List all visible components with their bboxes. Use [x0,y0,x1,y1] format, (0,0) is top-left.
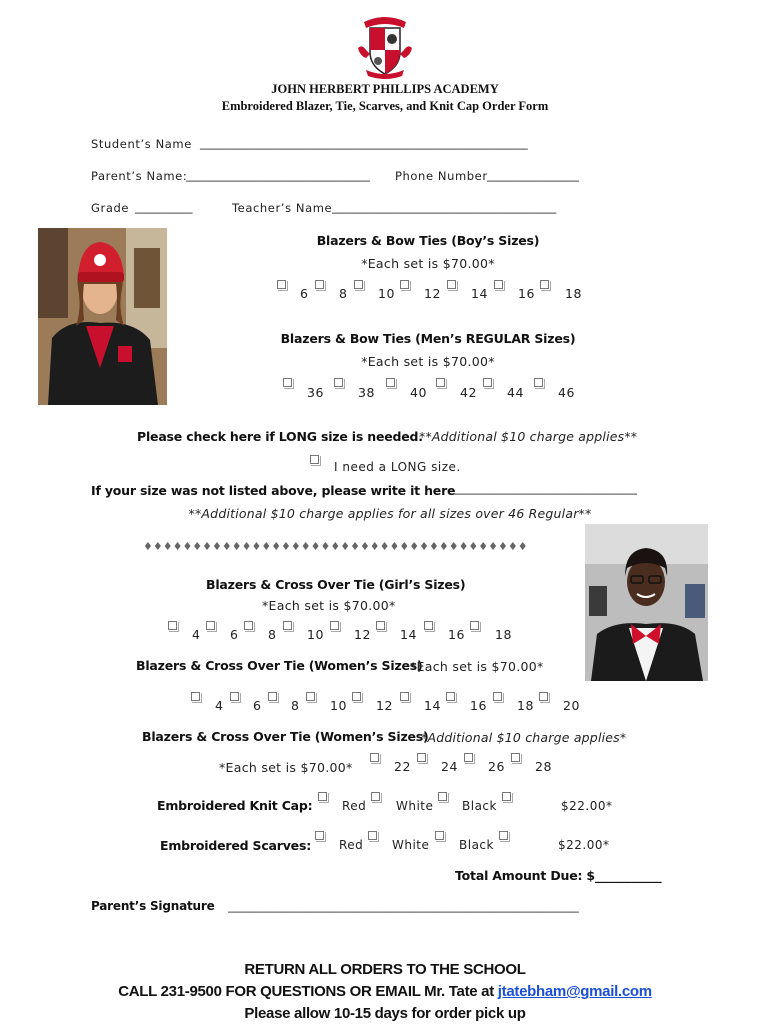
parent-name-field[interactable]: ________________________________ [186,168,370,182]
school-crest-logo [352,14,418,80]
women-plus-charge: *Additional $10 charge applies* [421,730,627,745]
checkbox-girls-10[interactable] [283,621,292,630]
checkbox-men-38[interactable] [334,378,343,387]
checkbox-boys-16[interactable] [494,280,503,289]
checkbox-women-4[interactable] [191,692,200,701]
boys-size-label: 8 [339,286,348,301]
checkbox-scarves-black[interactable] [435,831,444,840]
student-photo-boy-sizes [38,228,167,405]
signature-field[interactable]: _____________________________________________________________ [228,899,579,913]
scarves-option-label: White [392,838,430,852]
student-photo-girl-sizes [585,524,708,681]
boys-price: *Each set is $70.00* [361,256,495,271]
women-plus-size-label: 22 [394,759,411,774]
footer-pickup-note: Please allow 10-15 days for order pick up [244,1005,526,1022]
long-size-title: Please check here if LONG size is needed. [137,429,423,444]
knit-cap-price: $22.00* [561,799,613,813]
men-size-label: 36 [307,385,324,400]
men-size-label: 44 [507,385,524,400]
phone-label: Phone Number [395,169,488,183]
grade-field[interactable]: __________ [135,200,193,214]
phone-field[interactable]: ________________ [487,168,579,182]
checkbox-scarves-red[interactable] [315,831,324,840]
women-plus-size-label: 24 [441,759,458,774]
checkbox-long-size[interactable] [310,455,319,464]
checkbox-girls-12[interactable] [330,621,339,630]
checkbox-women-10[interactable] [306,692,315,701]
footer-contact-text: CALL 231-9500 FOR QUESTIONS OR EMAIL Mr. Tate at [118,983,498,1000]
boys-size-label: 10 [378,286,395,301]
women-price: *Each set is $70.00* [410,659,544,674]
women-size-label: 18 [517,698,534,713]
checkbox-women-24[interactable] [417,753,426,762]
checkbox-men-46[interactable] [534,378,543,387]
teacher-field[interactable]: _______________________________________ [332,200,557,214]
men-size-label: 42 [460,385,477,400]
girls-section-title: Blazers & Cross Over Tie (Girl’s Sizes) [206,577,466,592]
checkbox-boys-6[interactable] [277,280,286,289]
checkbox-boys-8[interactable] [315,280,324,289]
checkbox-women-20[interactable] [539,692,548,701]
women-plus-price: *Each set is $70.00* [219,760,353,775]
checkbox-boys-10[interactable] [354,280,363,289]
checkbox-scarves-extra[interactable] [499,831,508,840]
student-name-field[interactable]: _________________________________________________________ [200,136,528,150]
checkbox-women-8[interactable] [268,692,277,701]
scarves-option-label: Black [459,838,494,852]
checkbox-women-6[interactable] [230,692,239,701]
women-plus-size-label: 26 [488,759,505,774]
email-link[interactable]: jtatebham@gmail.com [497,983,652,1000]
checkbox-boys-14[interactable] [447,280,456,289]
other-size-note: **Additional $10 charge applies for all sizes over 46 Regular** [188,506,592,521]
checkbox-knit-cap-white[interactable] [371,792,380,801]
women-size-label: 12 [376,698,393,713]
women-size-label: 10 [330,698,347,713]
men-size-label: 46 [558,385,575,400]
checkbox-women-18[interactable] [493,692,502,701]
girls-size-label: 8 [268,627,277,642]
girls-size-label: 6 [230,627,239,642]
scarves-price: $22.00* [558,838,610,852]
women-plus-size-label: 28 [535,759,552,774]
men-price: *Each set is $70.00* [361,354,495,369]
girls-size-label: 16 [448,627,465,642]
boys-size-label: 6 [300,286,309,301]
women-size-label: 20 [563,698,580,713]
girls-size-label: 4 [192,627,201,642]
scarves-option-label: Red [339,838,364,852]
women-size-label: 14 [424,698,441,713]
long-size-charge: **Additional $10 charge applies** [419,429,638,444]
total-label-text: Total Amount Due: $ [455,868,595,883]
grade-label: Grade [91,201,130,215]
boys-size-label: 12 [424,286,441,301]
checkbox-men-42[interactable] [436,378,445,387]
checkbox-women-16[interactable] [446,692,455,701]
knit-cap-option-label: Black [462,799,497,813]
checkbox-boys-18[interactable] [540,280,549,289]
diamond-divider: ♦♦♦♦♦♦♦♦♦♦♦♦♦♦♦♦♦♦♦♦♦♦♦♦♦♦♦♦♦♦♦♦♦♦♦♦♦♦♦ [143,540,528,553]
women-plus-section-title: Blazers & Cross Over Tie (Women’s Sizes) [142,729,429,744]
checkbox-women-14[interactable] [400,692,409,701]
checkbox-girls-14[interactable] [376,621,385,630]
boys-size-label: 18 [565,286,582,301]
checkbox-men-40[interactable] [386,378,395,387]
men-section-title: Blazers & Bow Ties (Men’s REGULAR Sizes) [280,331,576,346]
signature-label: Parent’s Signature [91,899,215,913]
men-size-label: 38 [358,385,375,400]
knit-cap-label: Embroidered Knit Cap: [157,798,313,813]
girls-price: *Each set is $70.00* [262,598,396,613]
girls-size-label: 14 [400,627,417,642]
checkbox-men-36[interactable] [283,378,292,387]
boys-section-title: Blazers & Bow Ties (Boy’s Sizes) [316,233,540,248]
checkbox-knit-cap-extra[interactable] [502,792,511,801]
checkbox-women-12[interactable] [352,692,361,701]
checkbox-girls-8[interactable] [244,621,253,630]
checkbox-knit-cap-black[interactable] [438,792,447,801]
checkbox-knit-cap-red[interactable] [318,792,327,801]
checkbox-girls-6[interactable] [206,621,215,630]
long-size-option-label: I need a LONG size. [334,460,461,474]
checkbox-girls-16[interactable] [424,621,433,630]
girls-size-label: 10 [307,627,324,642]
checkbox-men-44[interactable] [483,378,492,387]
checkbox-women-28[interactable] [511,753,520,762]
footer-return-orders: RETURN ALL ORDERS TO THE SCHOOL [244,961,526,978]
women-section-title: Blazers & Cross Over Tie (Women’s Sizes) [136,658,423,673]
checkbox-women-22[interactable] [370,753,379,762]
teacher-label: Teacher’s Name [232,201,333,215]
total-amount-field[interactable]: ___________ [594,868,662,883]
school-name: JOHN HERBERT PHILLIPS ACADEMY [271,82,499,96]
checkbox-girls-4[interactable] [168,621,177,630]
parent-name-label: Parent’s Name: [91,169,188,183]
checkbox-boys-12[interactable] [400,280,409,289]
girls-size-label: 18 [495,627,512,642]
form-title: Embroidered Blazer, Tie, Scarves, and Knit Cap Order Form [221,99,549,113]
women-size-label: 4 [215,698,224,713]
boys-size-label: 14 [471,286,488,301]
knit-cap-option-label: Red [342,799,367,813]
checkbox-scarves-white[interactable] [368,831,377,840]
boys-size-label: 16 [518,286,535,301]
scarves-label: Embroidered Scarves: [160,838,311,853]
women-size-label: 8 [291,698,300,713]
women-size-label: 6 [253,698,262,713]
footer-contact [0,983,770,1000]
checkbox-girls-18[interactable] [470,621,479,630]
knit-cap-option-label: White [396,799,434,813]
other-size-label: If your size was not listed above, please write it here [91,483,456,498]
other-size-field[interactable]: ________________________________ [453,481,637,495]
girls-size-label: 12 [354,627,371,642]
total-amount-label [455,868,661,883]
student-name-label: Student’s Name [91,137,192,151]
checkbox-women-26[interactable] [464,753,473,762]
men-size-label: 40 [410,385,427,400]
women-size-label: 16 [470,698,487,713]
